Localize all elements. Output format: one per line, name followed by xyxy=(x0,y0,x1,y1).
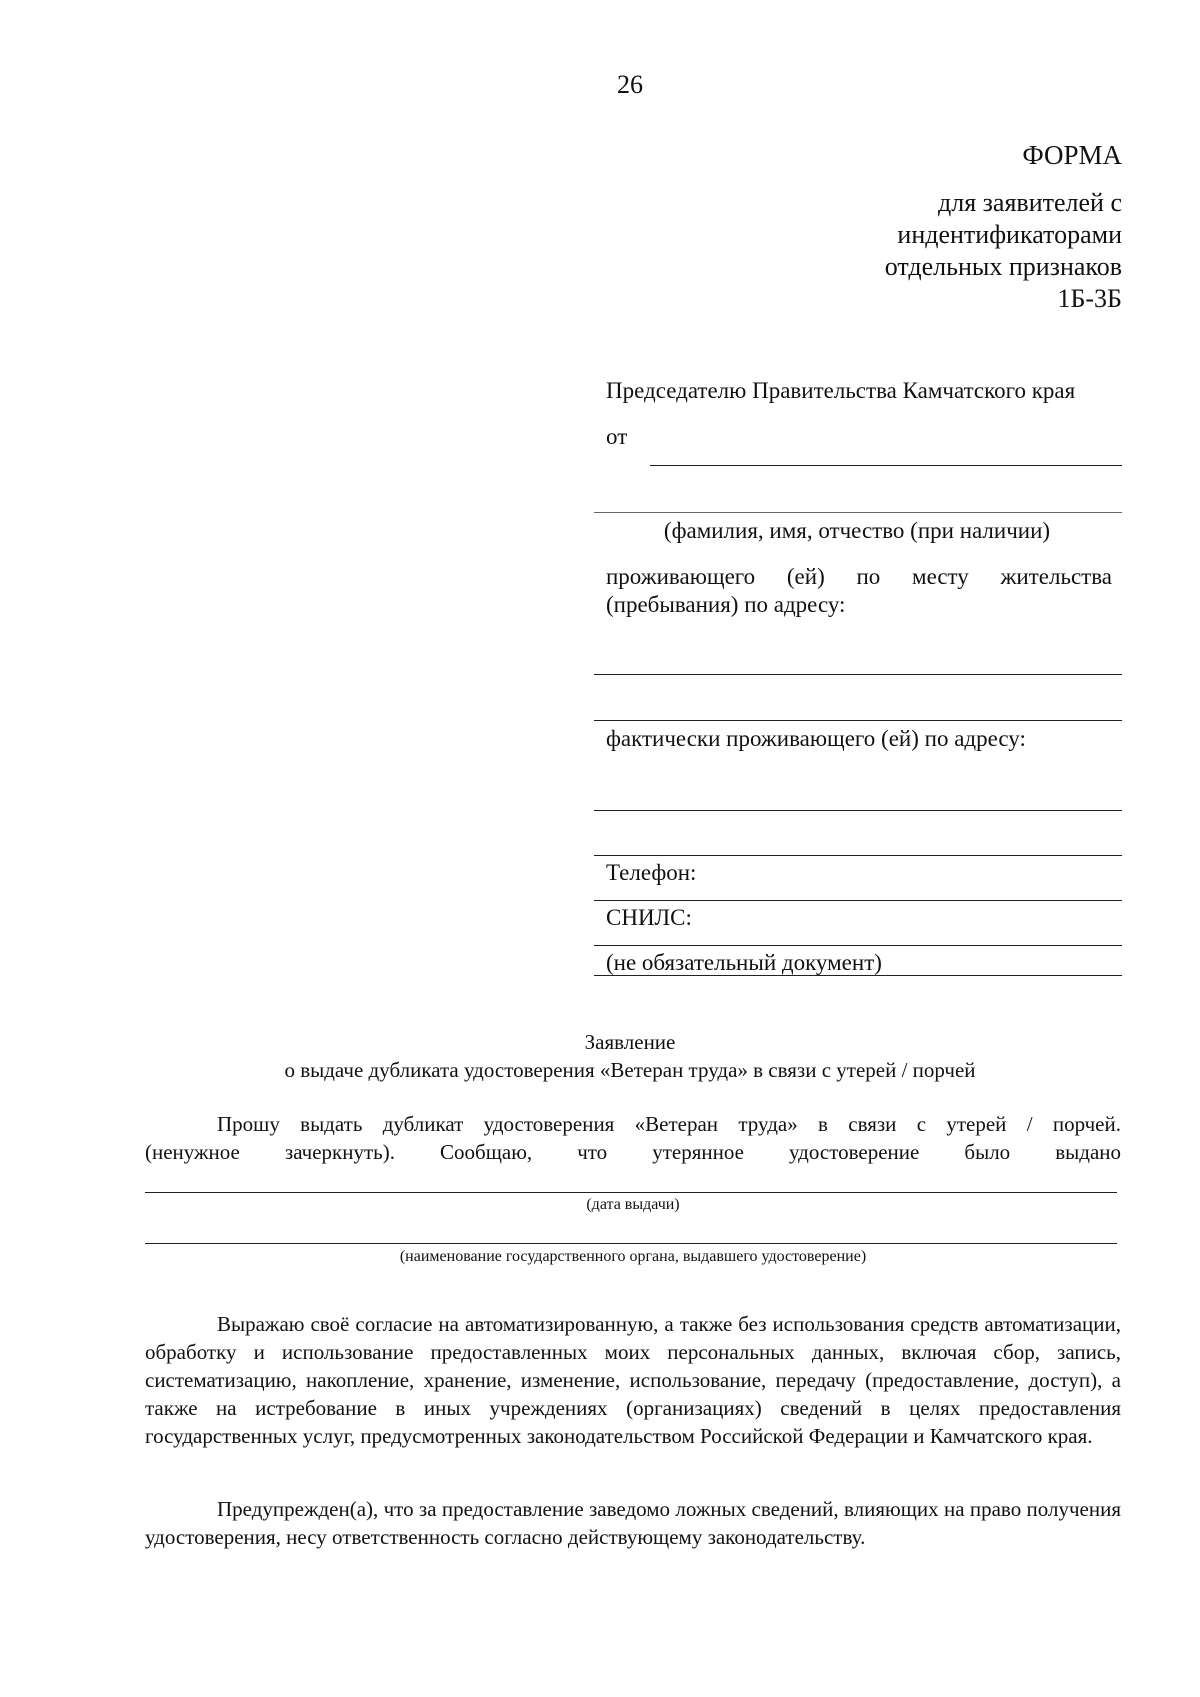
actual-address-label: фактически проживающего (ей) по адресу: xyxy=(606,726,1026,751)
form-subtitle-line: для заявителей с xyxy=(938,188,1122,217)
form-title: ФОРМА xyxy=(1022,140,1122,170)
from-name-field-line-2[interactable] xyxy=(594,512,1122,513)
optional-field-line xyxy=(594,975,1122,976)
issuing-authority-caption: (наименование государственного органа, выдавшего удостоверение) xyxy=(399,1248,867,1265)
warning-text: Предупрежден(а), что за предоставление заведомо ложных сведений, влияющих на право получения удостоверения, несу ответственность согласно действующему законодательству. xyxy=(145,1497,1121,1549)
actual-address-line-2[interactable] xyxy=(594,855,1122,856)
consent-paragraph xyxy=(145,1310,1121,1450)
form-subtitle-line: 1Б-3Б xyxy=(1057,284,1122,313)
page-number: 26 xyxy=(617,70,643,99)
form-subtitle-line: индентификаторами xyxy=(897,220,1122,249)
issue-date-field-line[interactable] xyxy=(145,1192,1117,1193)
from-label: от xyxy=(606,424,628,449)
from-name-field-line[interactable] xyxy=(650,465,1122,466)
snils-label: СНИЛС: xyxy=(606,905,692,930)
consent-text: Выражаю своё согласие на автоматизированную, а также без использования средств автоматизации, обработку и использование предоставленных моих персональных данных, включая сбор, запись, систематизацию, накопление, хранение, изменение, использование, передачу (предоставление, доступ), а также на истребование в иных учреждениях (организациях) сведений в целях предоставления государственных услуг, предусмотренных законодательством Российской Федерации и Камчатского края. xyxy=(145,1312,1121,1448)
residence-address-line-2[interactable] xyxy=(594,720,1122,721)
request-line-2: (ненужное зачеркнуть). Сообщаю, что утерянное удостоверение было выдано xyxy=(145,1140,1121,1164)
phone-field-line[interactable] xyxy=(594,900,1122,901)
form-subtitle xyxy=(885,187,1122,315)
residence-address-line-1[interactable] xyxy=(594,674,1122,675)
request-paragraph xyxy=(145,1110,1121,1166)
actual-address-line-1[interactable] xyxy=(594,810,1122,811)
snils-field-line[interactable] xyxy=(594,945,1122,946)
addressee: Председателю Правительства Камчатского края xyxy=(606,378,1076,403)
request-line-1: Прошу выдать дубликат удостоверения «Ветеран труда» в связи с утерей / порчей. xyxy=(217,1112,1121,1136)
optional-note: (не обязательный документ) xyxy=(606,950,882,975)
issuing-authority-field-line[interactable] xyxy=(145,1243,1117,1244)
issue-date-caption: (дата выдачи) xyxy=(586,1196,680,1213)
phone-label: Телефон: xyxy=(606,860,697,885)
fio-caption: (фамилия, имя, отчество (при наличии) xyxy=(663,518,1051,543)
form-subtitle-line: отдельных признаков xyxy=(884,252,1122,281)
residence-label-line2: (пребывания) по адресу: xyxy=(606,592,846,617)
statement-subtitle: о выдаче дубликата удостоверения «Ветеран труда» в связи с утерей / порчей xyxy=(284,1058,976,1082)
residence-label-line1: проживающего (ей) по месту жительства xyxy=(606,564,1112,589)
warning-paragraph xyxy=(145,1495,1121,1551)
statement-title: Заявление xyxy=(584,1030,676,1054)
